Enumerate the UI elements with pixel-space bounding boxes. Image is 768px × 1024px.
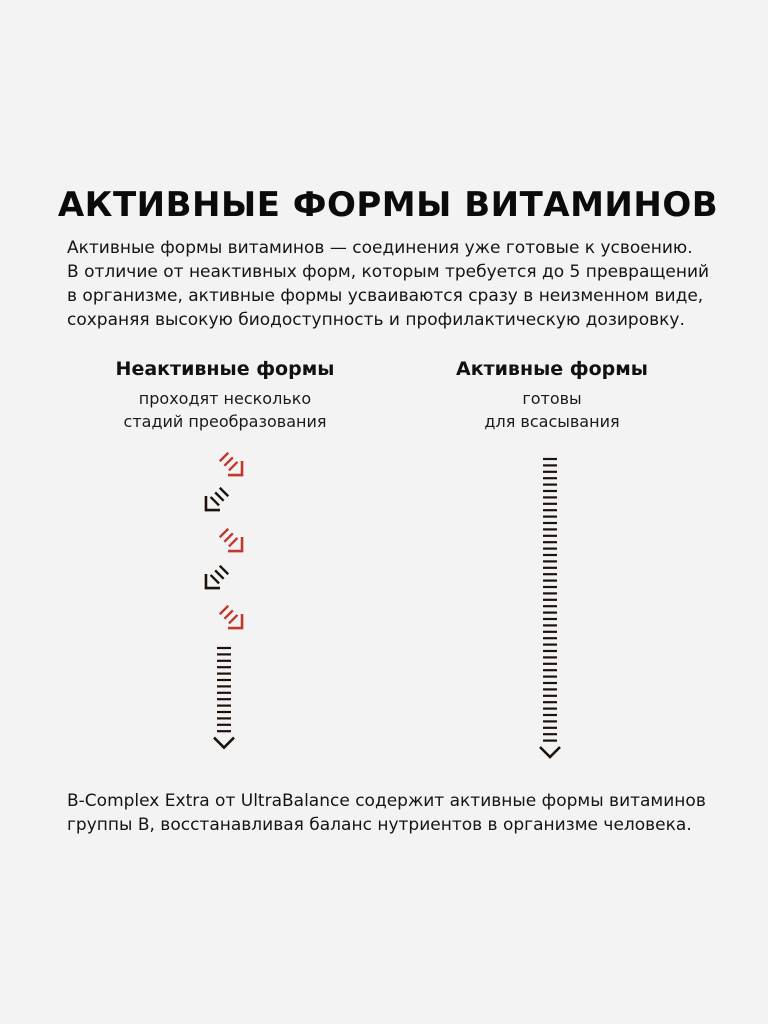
arrow-dash: [220, 606, 228, 614]
active-forms-heading: Активные формы: [456, 358, 648, 380]
dashed-zigzag-arrow-icon: [206, 453, 242, 748]
arrow-dash: [229, 538, 237, 546]
arrow-dash: [215, 492, 223, 500]
arrow-dash: [215, 570, 223, 578]
arrow-dash: [220, 488, 228, 496]
outro-paragraph: [67, 789, 747, 837]
active-caption-line: готовы: [522, 389, 582, 408]
arrow-dash: [229, 462, 237, 470]
arrow-head: [214, 738, 234, 748]
intro-line: в организме, активные формы усваиваются сразу в неизменном виде,: [67, 286, 704, 306]
active-caption-line: для всасывания: [484, 412, 620, 431]
outro-line: группы B, восстанавливая баланс нутриентов в организме человека.: [67, 815, 692, 835]
inactive-caption-line: стадий преобразования: [123, 412, 327, 431]
dashed-down-arrow-icon: [540, 459, 560, 757]
arrow-dash: [211, 497, 219, 505]
page-title: АКТИВНЫЕ ФОРМЫ ВИТАМИНОВ: [57, 185, 719, 225]
arrow-dash: [224, 457, 232, 465]
inactive-forms-heading: Неактивные формы: [115, 358, 335, 380]
intro-line: сохраняя высокую биодоступность и профилактическую дозировку.: [67, 310, 685, 330]
arrow-dash: [224, 533, 232, 541]
arrow-dash: [211, 575, 219, 583]
arrow-dash: [220, 566, 228, 574]
inactive-caption-line: проходят несколько: [138, 389, 312, 408]
intro-line: Активные формы витаминов — соединения уже готовые к усвоению.: [67, 238, 693, 258]
arrow-head: [540, 747, 560, 757]
arrow-dash: [229, 615, 237, 623]
outro-line: B-Complex Extra от UltraBalance содержит активные формы витаминов: [67, 791, 706, 811]
arrow-dash: [220, 453, 228, 461]
intro-line: В отличие от неактивных форм, которым требуется до 5 превращений: [67, 262, 710, 282]
arrow-dash: [224, 610, 232, 618]
arrow-dash: [220, 529, 228, 537]
